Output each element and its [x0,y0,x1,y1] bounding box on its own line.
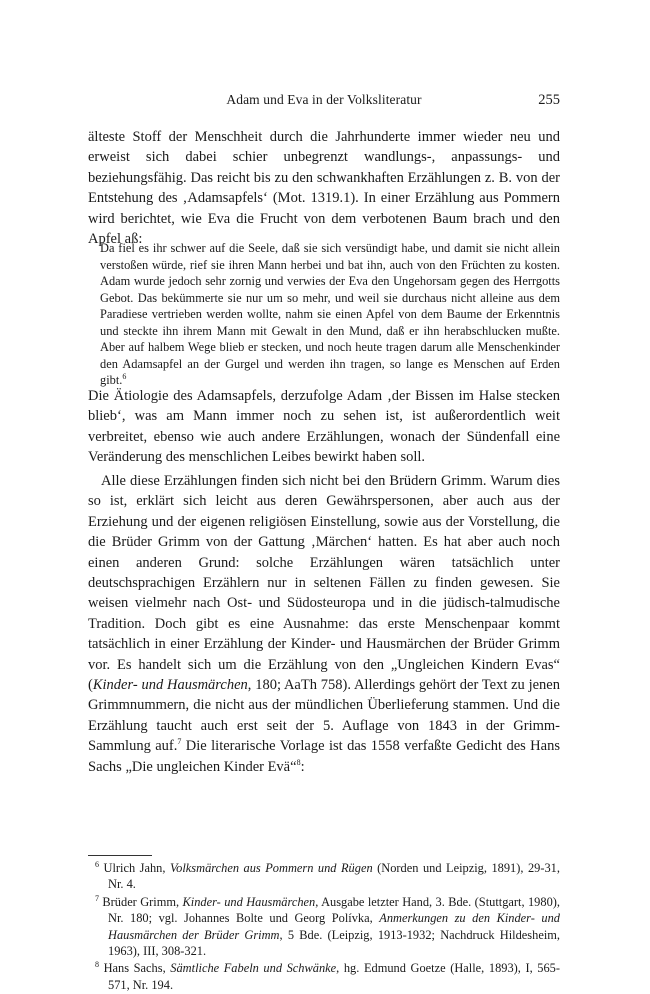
footnote-ref-7: 7 [177,737,182,747]
footnote-ref-6: 6 [122,372,127,382]
block-quote: Da fiel es ihr schwer auf die Seele, daß sie sich versündigt habe, und damit sie nicht allein verstoßen würde, rief sie ihren Mann herbei und bat ihn, auch von den Früchten zu kosten. Adam wurde jedoch sehr zornig und verwies der Eva den Ungehorsam gegen des Herrgotts Gebot. Das bekümmerte sie nur um so mehr, und weil sie durchaus nicht alleine aus dem Paradiese vertrieben werden wollte, nahm sie einen Apfel von dem Baume der Erkenntnis und steckte ihn ihrem Mann mit Gewalt in den Mund, daß er ihn herabschlucken mußte. Aber auf halbem Wege blieb er stecken, und noch heute tragen darum alle Menschenkinder den Adamsapfel an der Gurgel und werden ihn tragen, so lange es Menschen auf Erden gibt.$^6$ [100,241,560,388]
work-title: Kinder- und Hausmärchen [92,677,248,694]
footnote-8: $^8$ Hans Sachs, Sämtliche Fabeln und Schwänke, hg. Edmund Goetze (Halle, 1893), I, 565-571, Nr. 194. [95,960,561,992]
footnotes [88,860,560,994]
paragraph-intro: älteste Stoff der Menschheit durch die Jahrhunderte immer wieder neu und erweist sich dabei schier unbegrenzt wandlungs-, anpassungs- und beziehungsfähig. Das reicht bis zu den schwankhaften Erzählungen z. B. von der Entstehung des ‚Adamsapfels‘ (Mot. 1319.1). In einer Erzählung aus Pommern wird berichtet, wie Eva die Frucht von dem verbotenen Baum brach und den Apfel aß: [88,129,560,248]
footnote-divider [88,855,152,856]
page-number: 255 [538,92,560,108]
running-header [88,92,560,112]
running-title: Adam und Eva in der Volksliteratur [226,92,422,107]
paragraph-grimm: Alle diese Erzählungen finden sich nicht bei den Brüdern Grimm. Warum dies so ist, erklärt sich leicht aus deren Gewährspersonen, aber auch aus der Erziehung und der eigenen religiösen Einstellung, sowie aus der Vorstellung, die die Brüder Grimm von der Gattung ‚Märchen‘ hatten. Es hat aber auch noch einen anderen Grund: solche Erzählungen wären tatsächlich unter deutschsprachigen Erzählern nur in seltenen Fällen zu finden gewesen. Sie weisen vielmehr nach Ost- und Südosteuropa und in die jüdisch-talmudische Tradition. Doch gibt es eine Ausnahme: das erste Menschenpaar kommt tatsächlich in einer Erzählung der Kinder- und Hausmärchen der Brüder Grimm vor. Es handelt sich um die Erzählung von den „Ungleichen Kindern Evas“ (Kinder- und Hausmärchen, 180; AaTh 758). Allerdings gehört der Text zu jenen Grimmnummern, die nicht aus der mündlichen Überlieferung stammen. Und die Erzählung taucht auch erst seit der 5. Auflage von 1843 in der Grimm-Sammlung auf.$^7$ Die literarische Vorlage ist das 1558 verfaßte Gedicht des Hans Sachs „Die ungleichen Kinder Evä“$^8$: [88,473,560,775]
footnote-7: $^7$ Brüder Grimm, Kinder- und Hausmärchen, Ausgabe letzter Hand, 3. Bde. (Stuttgart, 1980), Nr. 180; vgl. Johannes Bolte und Georg Polívka, Anmerkungen zu den Kinder- und Hausmärchen der Brüder Grimm, 5 Bde. (Leipzig, 1913-1932; Nachdruck Hildesheim, 1963), III, 308-321. [95,893,560,959]
paragraph-etiology: Die Ätiologie des Adamsapfels, derzufolge Adam ‚der Bissen im Halse stecken blieb‘, was am Mann immer noch zu sehen ist, ist außerordentlich weit verbreitet, ebenso wie auch andere Erzählungen, wonach der Sündenfall eine Veränderung des menschlichen Leibes bewirkt haben soll. [88,388,560,466]
footnote-6: $^6$ Ulrich Jahn, Volksmärchen aus Pommern und Rügen (Norden und Leipzig, 1891), 29-31, Nr. 4. [95,859,560,892]
footnote-ref-8: 8 [296,757,301,767]
